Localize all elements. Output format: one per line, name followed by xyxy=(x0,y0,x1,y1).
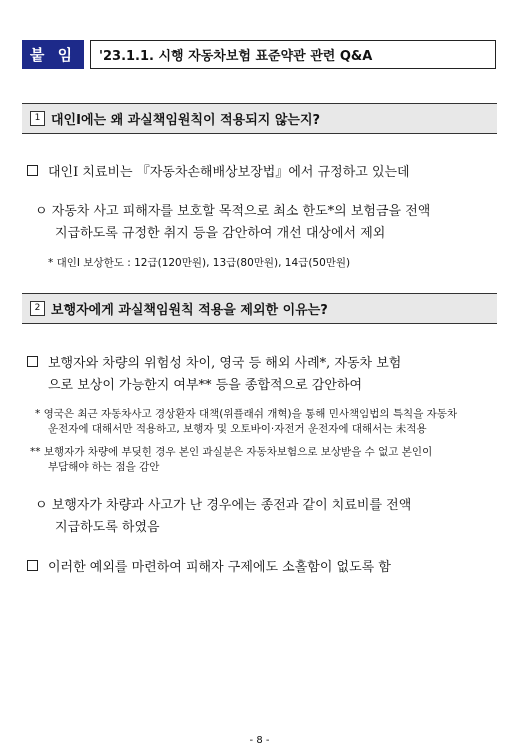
question-2-text: 보행자에게 과실책임원칙 적용을 제외한 이유는? xyxy=(51,303,328,318)
q2-paragraph-1-line-2: 으로 보상이 가능한지 여부** 등을 종합적으로 감안하여 xyxy=(48,378,363,393)
q2-paragraph-2: 이러한 예외를 마련하여 피해자 구제에도 소홀함이 없도록 함 xyxy=(27,556,391,575)
question-1-bar xyxy=(22,103,497,134)
q2-footnote-1-line-2: 운전자에 대해서만 적용하고, 보행자 및 오토바이·자전거 운전자에 대해서는 未적용 xyxy=(48,423,427,435)
square-bullet-icon xyxy=(27,560,38,571)
q1-sub-item-line-2: 지급하도록 규정한 취지 등을 감안하여 개선 대상에서 제외 xyxy=(55,226,386,241)
page-number: - 8 - xyxy=(249,735,270,746)
q1-sub-item-line-1: ㅇ 자동차 사고 피해자를 보호할 목적으로 최소 한도*의 보험금을 전액 xyxy=(35,204,431,219)
q2-footnote-2-line-2: 부담해야 하는 점을 감안 xyxy=(48,461,160,473)
q2-footnote-2-line-1: ** 보행자가 차량에 부딪힌 경우 본인 과실분은 자동차보험으로 보상받을 수 없고 본인이 xyxy=(30,446,433,458)
q1-footnote: * 대인Ⅰ 보상한도 : 12급(120만원), 13급(80만원), 14급(50만원) xyxy=(48,257,351,269)
q2-sub-item-line-2: 지급하도록 하였음 xyxy=(55,520,160,535)
question-number-1: 1 xyxy=(30,111,45,126)
q2-sub-item-line-1: ㅇ 보행자가 차량과 사고가 난 경우에는 종전과 같이 치료비를 전액 xyxy=(35,498,412,513)
question-1-text: 대인Ⅰ에는 왜 과실책임원칙이 적용되지 않는지? xyxy=(51,113,321,128)
attachment-badge: 붙 임 xyxy=(22,40,84,69)
square-bullet-icon xyxy=(27,356,38,367)
document-title: '23.1.1. 시행 자동차보험 표준약관 관련 Q&A xyxy=(90,40,496,69)
q2-footnote-1-line-1: * 영국은 최근 자동차사고 경상환자 대책(위플래쉬 개혁)을 통해 민사책임법의 특칙을 자동차 xyxy=(35,408,458,420)
question-number-2: 2 xyxy=(30,301,45,316)
question-2-bar xyxy=(22,293,497,324)
q1-paragraph-1: 대인Ⅰ 치료비는 『자동차손해배상보장법』에서 규정하고 있는데 xyxy=(27,161,410,180)
square-bullet-icon xyxy=(27,165,38,176)
q2-paragraph-1-line-1: 보행자와 차량의 위험성 차이, 영국 등 해외 사례*, 자동차 보험 xyxy=(27,352,401,371)
